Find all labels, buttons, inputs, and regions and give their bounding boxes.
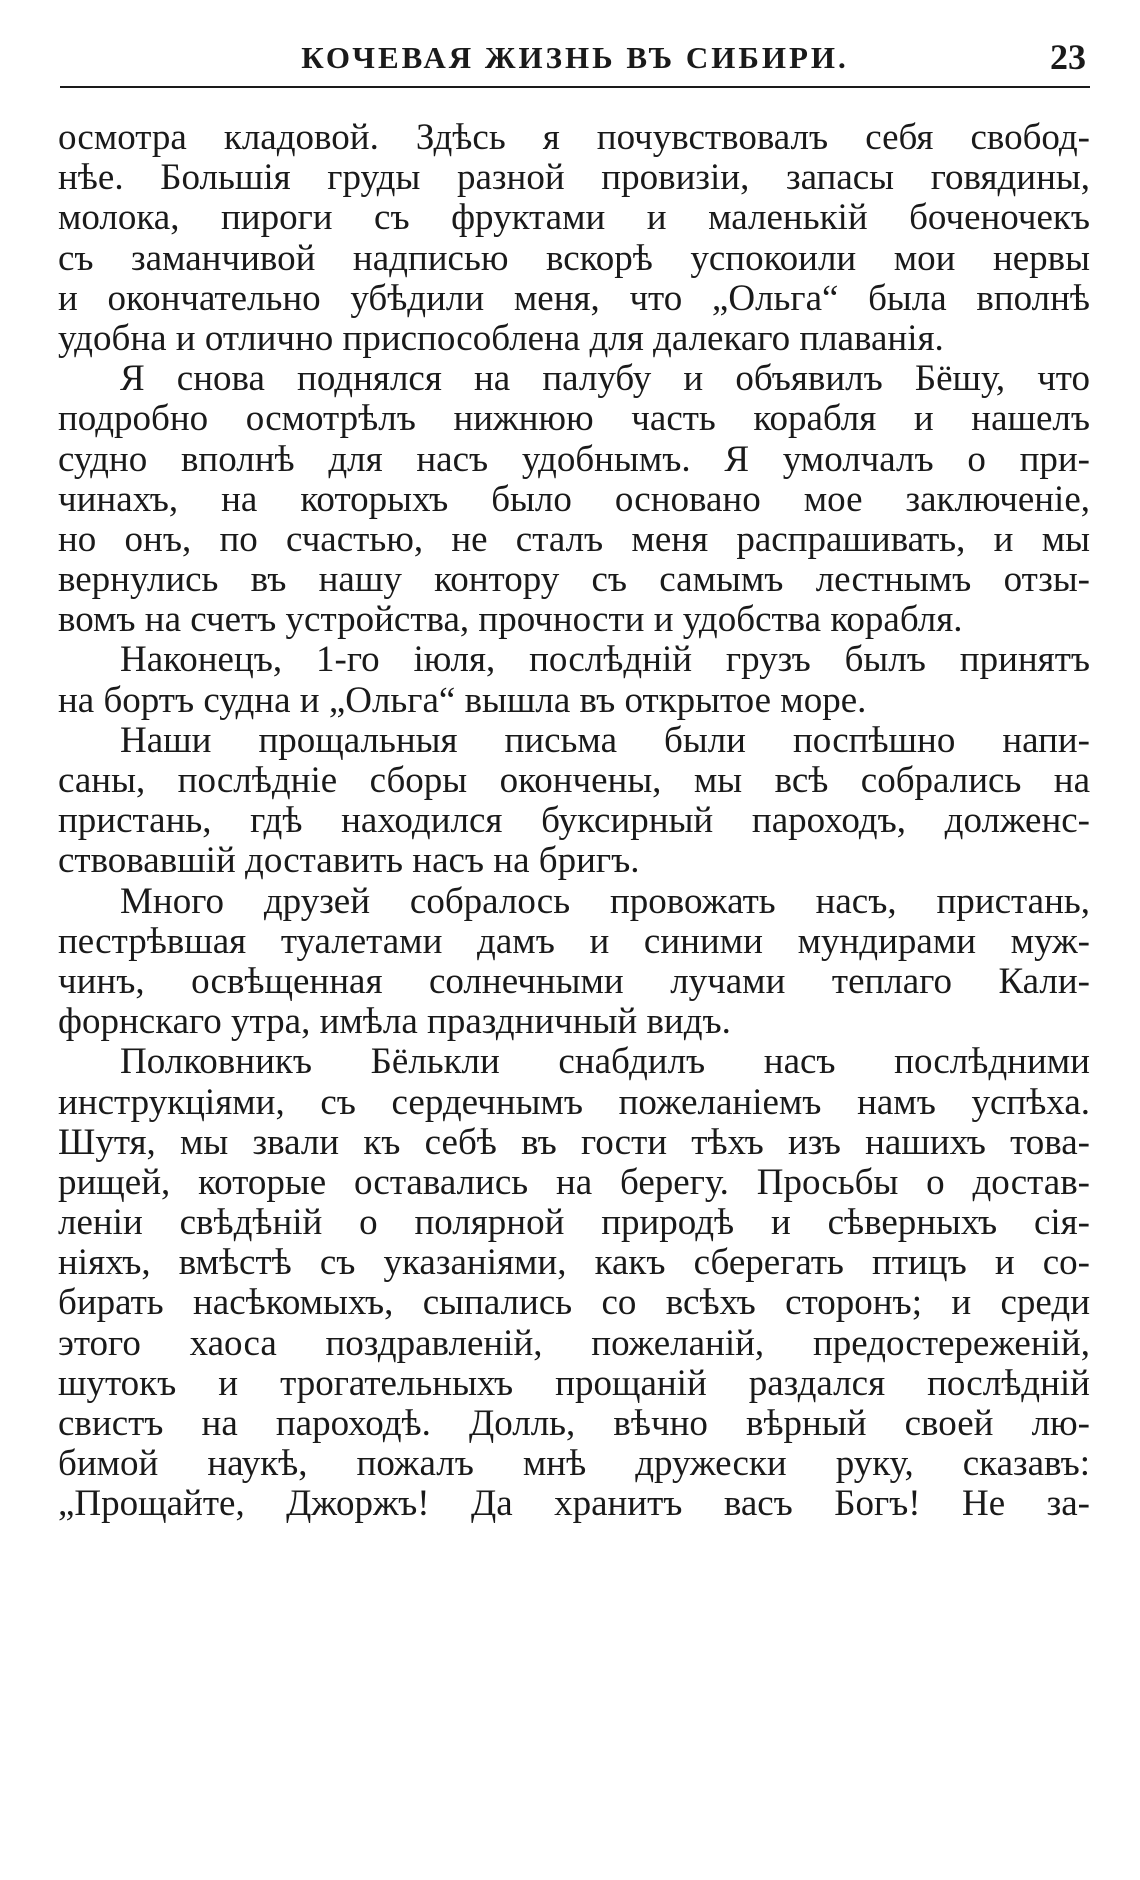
text-line: леніи свѣдѣній о полярной природѣ и сѣверныхъ сія-	[58, 1202, 1090, 1244]
text-line: инструкціями, съ сердечнымъ пожеланіемъ намъ успѣха.	[58, 1081, 1090, 1123]
text-line: Наконецъ, 1-го іюля, послѣдній грузъ былъ принятъ	[120, 639, 1090, 681]
text-line: пестрѣвшая туалетами дамъ и синими мундирами муж-	[58, 920, 1090, 962]
text-line: Я снова поднялся на палубу и объявилъ Бёшу, что	[120, 358, 1090, 400]
text-line: и окончательно убѣдили меня, что „Ольга“ была вполнѣ	[58, 277, 1090, 319]
text-line: чинахъ, на которыхъ было основано мое заключеніе,	[58, 478, 1090, 520]
text-line: пристань, гдѣ находился буксирный пароходъ, долженс-	[58, 800, 1090, 842]
text-line: удобна и отлично приспособлена для далекаго плаванія.	[58, 317, 944, 359]
text-line: съ заманчивой надписью вскорѣ успокоили мои нервы	[58, 237, 1090, 279]
running-title: КОЧЕВАЯ ЖИЗНЬ ВЪ СИБИРИ.	[301, 40, 849, 75]
text-line: ніяхъ, вмѣстѣ съ указаніями, какъ сберегать птицъ и со-	[58, 1242, 1090, 1284]
text-line: бирать насѣкомыхъ, сыпались со всѣхъ сторонъ; и среди	[58, 1282, 1090, 1324]
text-line: нѣе. Большія груды разной провизіи, запасы говядины,	[58, 157, 1090, 199]
text-line: шутокъ и трогательныхъ прощаній раздался послѣдній	[58, 1362, 1090, 1404]
body-text	[58, 118, 1090, 1525]
text-line: форнскаго утра, имѣла праздничный видъ.	[58, 1001, 731, 1043]
text-line: осмотра кладовой. Здѣсь я почувствовалъ себя свобод-	[58, 117, 1090, 158]
text-line: бимой наукѣ, пожалъ мнѣ дружески руку, сказавъ:	[58, 1443, 1090, 1485]
text-line: подробно осмотрѣлъ нижнюю часть корабля и нашелъ	[58, 398, 1090, 440]
text-line: этого хаоса поздравленій, пожеланій, предостереженій,	[58, 1322, 1090, 1364]
text-line: на бортъ судна и „Ольга“ вышла въ открытое море.	[58, 679, 867, 721]
text-line: рищей, которые оставались на берегу. Просьбы о достав-	[58, 1161, 1090, 1203]
text-line: Полковникъ Бёлькли снабдилъ насъ послѣдними	[120, 1041, 1090, 1083]
text-line: вомъ на счетъ устройства, прочности и удобства корабля.	[58, 599, 963, 641]
text-line: но онъ, по счастью, не сталъ меня распрашивать, и мы	[58, 518, 1090, 560]
text-line: Шутя, мы звали къ себѣ въ гости тѣхъ изъ нашихъ това-	[58, 1121, 1090, 1163]
text-line: свистъ на пароходѣ. Долль, вѣчно вѣрный своей лю-	[58, 1403, 1090, 1444]
text-line: ствовавшій доставить насъ на бригъ.	[58, 840, 640, 882]
text-line: молока, пироги съ фруктами и маленькій боченочекъ	[58, 197, 1090, 239]
text-line: Много друзей собралось провожать насъ, пристань,	[120, 880, 1090, 922]
text-line: судно вполнѣ для насъ удобнымъ. Я умолчалъ о при-	[58, 438, 1090, 480]
text-line: чинъ, освѣщенная солнечными лучами теплаго Кали-	[58, 960, 1090, 1002]
text-line: вернулись въ нашу контору съ самымъ лестнымъ отзы-	[58, 559, 1090, 601]
text-line: саны, послѣдніе сборы окончены, мы всѣ собрались на	[58, 760, 1090, 801]
page-number: 23	[1050, 37, 1086, 77]
text-line: Наши прощальныя письма были поспѣшно напи-	[120, 719, 1090, 761]
text-line: „Прощайте, Джоржъ! Да хранитъ васъ Богъ! Не за-	[58, 1483, 1090, 1525]
running-head	[60, 36, 1090, 88]
